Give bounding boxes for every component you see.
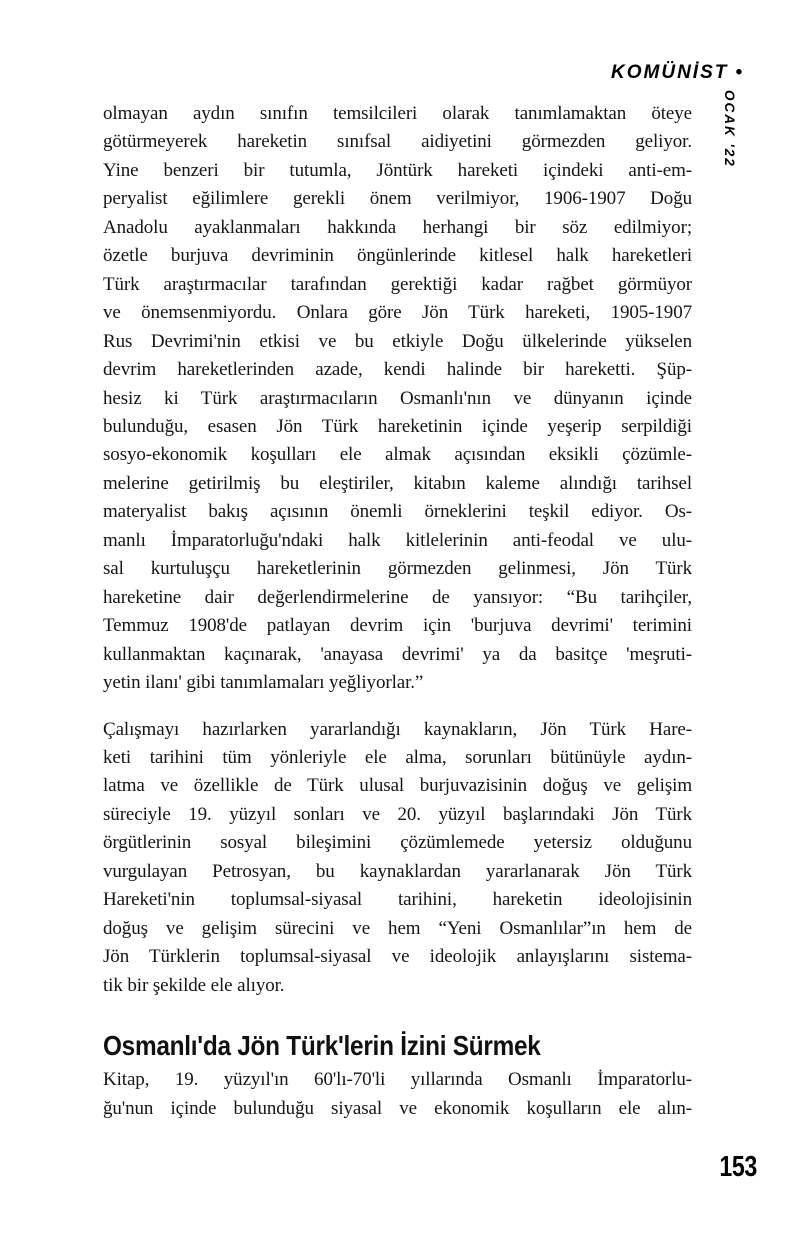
- paragraph-1: [103, 100, 692, 698]
- issue-date-vertical: OCAK '22: [722, 90, 737, 168]
- text-line: Temmuz 1908'de patlayan devrim için 'burjuva devrimi' terimini: [103, 615, 692, 637]
- text-line: melerine getirilmiş bu eleştiriler, kitabın kaleme alındığı tarihsel: [103, 472, 692, 494]
- text-line: sosyo-ekonomik koşulları ele almak açısından eksikli çözümle-: [103, 444, 692, 466]
- text-line: ve önemsenmiyordu. Onlara göre Jön Türk hareketi, 1905-1907: [103, 302, 692, 324]
- header-bullet-icon: •: [735, 62, 742, 83]
- text-line: Anadolu ayaklanmaları hakkında herhangi bir söz edilmiyor;: [103, 216, 692, 238]
- text-line: vurgulayan Petrosyan, bu kaynaklardan yararlanarak Jön Türk: [103, 860, 692, 882]
- article-body: [103, 100, 692, 1123]
- text-line: Rus Devrimi'nin etkisi ve bu etkiyle Doğu ülkelerinde yükselen: [103, 330, 692, 352]
- page-number: 153: [719, 1151, 757, 1183]
- text-line: örgütlerinin sosyal bileşimini çözümlemede yetersiz olduğunu: [103, 832, 692, 854]
- text-line: yetin ilanı' gibi tanımlamaları yeğliyorlar.”: [103, 672, 424, 694]
- running-header: [611, 62, 742, 84]
- text-line: materyalist bakış açısının önemli örneklerini teşkil ediyor. Os-: [103, 501, 692, 523]
- text-line: doğuş ve gelişim sürecini ve hem “Yeni Osmanlılar”ın hem de: [103, 917, 692, 939]
- paragraph-2: [103, 716, 692, 1001]
- text-line: özetle burjuva devriminin öngünlerinde kitlesel halk hareketleri: [103, 245, 692, 267]
- text-line: devrim hareketlerinden azade, kendi halinde bir hareketti. Şüp-: [103, 359, 692, 381]
- text-line: süreciyle 19. yüzyıl sonları ve 20. yüzyıl başlarındaki Jön Türk: [103, 803, 692, 825]
- text-line: latma ve özellikle de Türk ulusal burjuvazisinin doğuş ve gelişim: [103, 775, 692, 797]
- text-line: Çalışmayı hazırlarken yararlandığı kaynakların, Jön Türk Hare-: [103, 718, 692, 740]
- text-line: kullanmaktan kaçınarak, 'anayasa devrimi' ya da basitçe 'meşruti-: [103, 643, 692, 665]
- text-line: tik bir şekilde ele alıyor.: [103, 974, 285, 996]
- text-line: olmayan aydın sınıfın temsilcileri olarak tanımlamaktan öteye: [103, 103, 692, 124]
- text-line: bulunduğu, esasen Jön Türk hareketinin içinde yeşerip serpildiği: [103, 415, 692, 437]
- text-line: Hareketi'nin toplumsal-siyasal tarihini, hareketin ideolojisinin: [103, 889, 692, 911]
- text-line: Yine benzeri bir tutumla, Jöntürk hareketi içindeki anti-em-: [103, 159, 692, 181]
- section-heading: Osmanlı'da Jön Türk'lerin İzini Sürmek: [103, 1030, 541, 1062]
- text-line: manlı İmparatorluğu'ndaki halk kitlelerinin anti-feodal ve ulu-: [103, 529, 692, 551]
- text-line: Kitap, 19. yüzyıl'ın 60'lı-70'li yıllarında Osmanlı İmparatorlu-: [103, 1069, 692, 1091]
- journal-title: KOMÜNİST: [611, 62, 729, 83]
- text-line: götürmeyerek hareketin sınıfsal aidiyetini görmezden geliyor.: [103, 131, 692, 153]
- text-line: Jön Türklerin toplumsal-siyasal ve ideolojik anlayışlarını sistema-: [103, 946, 692, 968]
- text-line: Türk araştırmacılar tarafından gerektiği kadar rağbet görmüyor: [103, 273, 692, 295]
- paragraph-3: [103, 1066, 692, 1123]
- text-line: hareketine dair değerlendirmelerine de yansıyor: “Bu tarihçiler,: [103, 586, 692, 608]
- text-line: sal kurtuluşçu hareketlerinin görmezden gelinmesi, Jön Türk: [103, 558, 692, 580]
- text-line: peryalist eğilimlere gerekli önem verilmiyor, 1906-1907 Doğu: [103, 188, 692, 210]
- text-line: ğu'nun içinde bulunduğu siyasal ve ekonomik koşulların ele alın-: [103, 1097, 692, 1119]
- text-line: hesiz ki Türk araştırmacıların Osmanlı'nın ve dünyanın içinde: [103, 387, 692, 409]
- text-line: keti tarihini tüm yönleriyle ele alma, sorunları bütünüyle aydın-: [103, 746, 692, 768]
